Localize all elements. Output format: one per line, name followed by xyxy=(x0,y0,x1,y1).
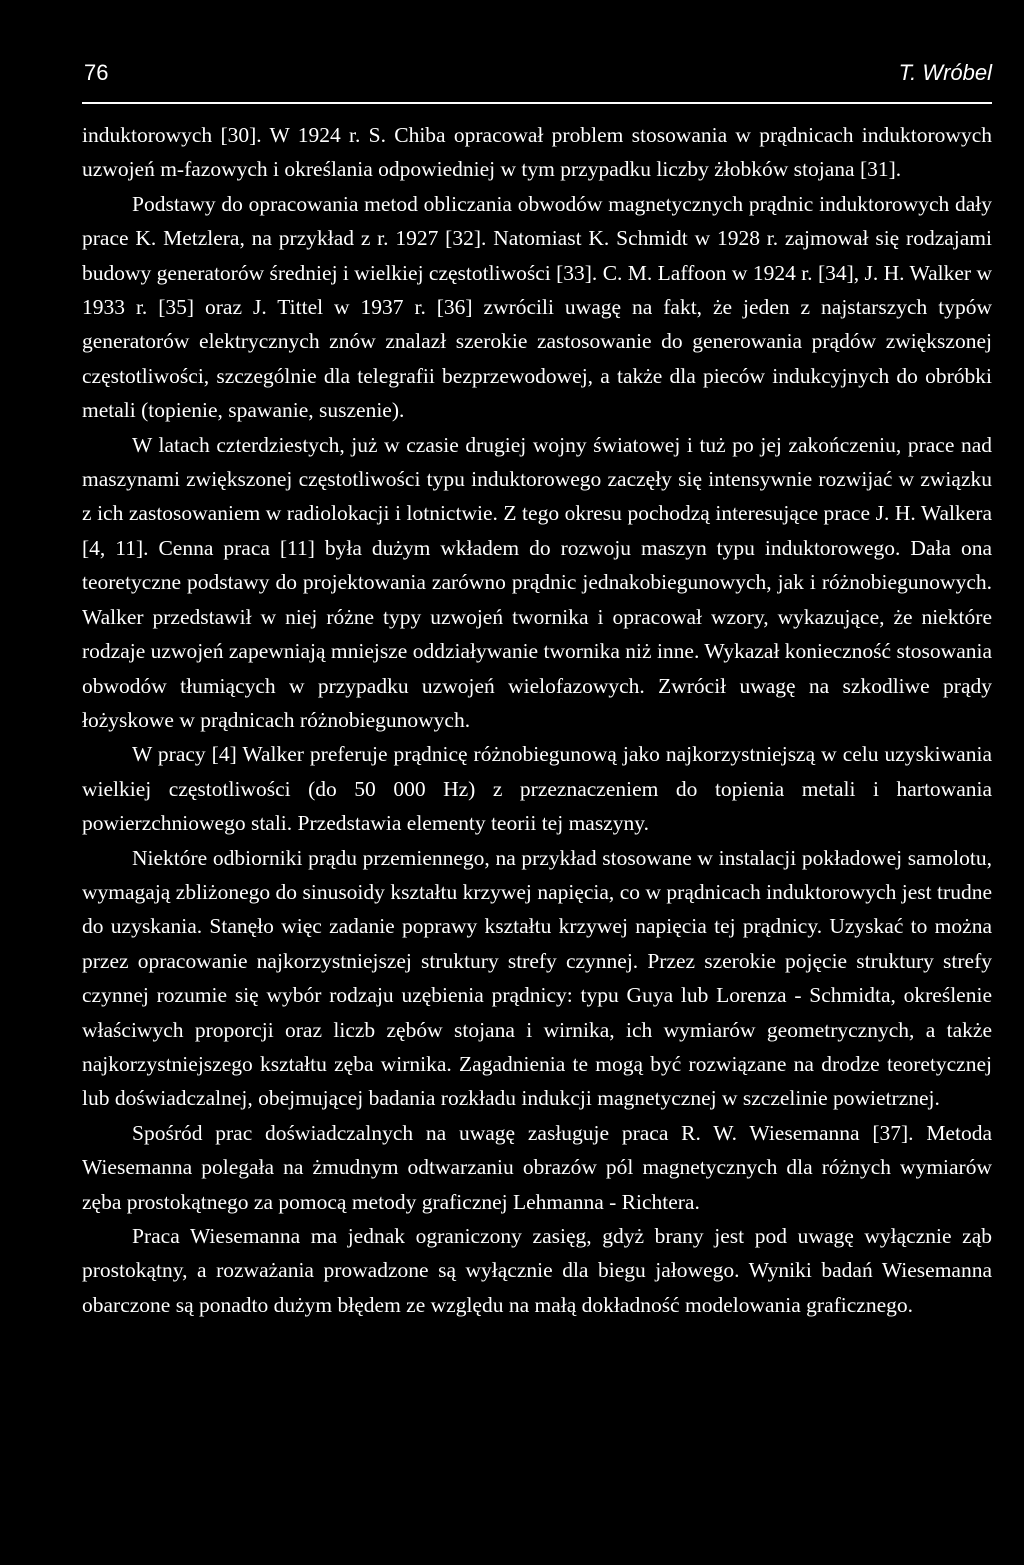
paragraph: W pracy [4] Walker preferuje prądnicę różnobiegunową jako najkorzystniejszą w celu uzyskiwania wielkiej częstotliwości (do 50 000 Hz) z przeznaczeniem do topienia metali i hartowania powierzchniowego stali. Przedstawia elementy teorii tej maszyny. xyxy=(82,742,992,836)
paragraph: W latach czterdziestych, już w czasie drugiej wojny światowej i tuż po jej zakończeniu, prace nad maszynami zwiększonej częstotliwości typu induktorowego zaczęły się intensywnie rozwijać w związku z ich zastosowaniem w radiolokacji i lotnictwie. Z tego okresu pochodzą interesujące prace J. H. Walkera [4, 11]. Cenna praca [11] była dużym wkładem do rozwoju maszyn typu induktorowego. Dała ona teoretyczne podstawy do projektowania zarówno prądnic jednakobiegunowych, jak i różnobiegunowych. Walker przedstawił w niej różne typy uzwojeń twornika i opracował wzory, wykazujące, że niektóre rodzaje uzwojeń zapewniają mniejsze oddziaływanie twornika niż inne. Wykazał konieczność stosowania obwodów tłumiących w przypadku uzwojeń wielofazowych. Zwrócił uwagę na szkodliwe prądy łożyskowe w prądnicach różnobiegunowych. xyxy=(82,432,992,732)
running-head-author: T. Wróbel xyxy=(898,60,992,85)
paragraph: Podstawy do opracowania metod obliczania obwodów magnetycznych prądnic induktorowych dały prace K. Metzlera, na przykład z r. 1927 [32]. Natomiast K. Schmidt w 1928 r. zajmował się rodzajami budowy generatorów średniej i wielkiej częstotliwości [33]. C. M. Laffoon w 1924 r. [34], J. H. Walker w 1933 r. [35] oraz J. Tittel w 1937 r. [36] zwrócili uwagę na fakt, że jeden z najstarszych typów generatorów elektrycznych znów znalazł szerokie zastosowanie do generowania prądów zwiększonej częstotliwości, szczególnie dla telegrafii bezprzewodowej, a także dla pieców indukcyjnych do obróbki metali (topienie, spawanie, suszenie). xyxy=(82,191,992,423)
page-header xyxy=(82,60,992,100)
body-text xyxy=(82,118,992,1322)
paragraph: Praca Wiesemanna ma jednak ograniczony zasięg, gdyż brany jest pod uwagę wyłącznie ząb prostokątny, a rozważania prowadzone są wyłącznie dla biegu jałowego. Wyniki badań Wiesemanna obarczone są ponadto dużym błędem ze względu na małą dokładność modelowania graficznego. xyxy=(82,1224,992,1317)
header-rule xyxy=(82,102,992,104)
paragraph-continuation: induktorowych [30]. W 1924 r. S. Chiba opracował problem stosowania w prądnicach induktorowych uzwojeń m-fazowych i określania odpowiedniej w tym przypadku liczby żłobków stojana [31]. xyxy=(82,123,992,182)
paragraph: Spośród prac doświadczalnych na uwagę zasługuje praca R. W. Wiesemanna [37]. Metoda Wiesemanna polegała na żmudnym odtwarzaniu obrazów pól magnetycznych dla różnych wymiarów zęba prostokątnego za pomocą metody graficznej Lehmanna - Richtera. xyxy=(82,1120,992,1214)
paragraph: Niektóre odbiorniki prądu przemiennego, na przykład stosowane w instalacji pokładowej samolotu, wymagają zbliżonego do sinusoidy kształtu krzywej napięcia, co w prądnicach induktorowych jest trudne do uzyskania. Stanęło więc zadanie poprawy kształtu krzywej napięcia tej prądnicy. Uzyskać to można przez opracowanie najkorzystniejszej struktury strefy czynnej. Przez szerokie pojęcie struktury strefy czynnej rozumie się wybór rodzaju uzębienia prądnicy: typu Guya lub Lorenza - Schmidta, określenie właściwych proporcji oraz liczb zębów stojana i wirnika, ich wymiarów geometrycznych, a także najkorzystniejszego kształtu zęba wirnika. Zagadnienia te mogą być rozwiązane na drodze teoretycznej lub doświadczalnej, obejmującej badania rozkładu indukcji magnetycznej w szczelinie powietrznej. xyxy=(82,845,992,1111)
page-number: 76 xyxy=(84,60,109,85)
